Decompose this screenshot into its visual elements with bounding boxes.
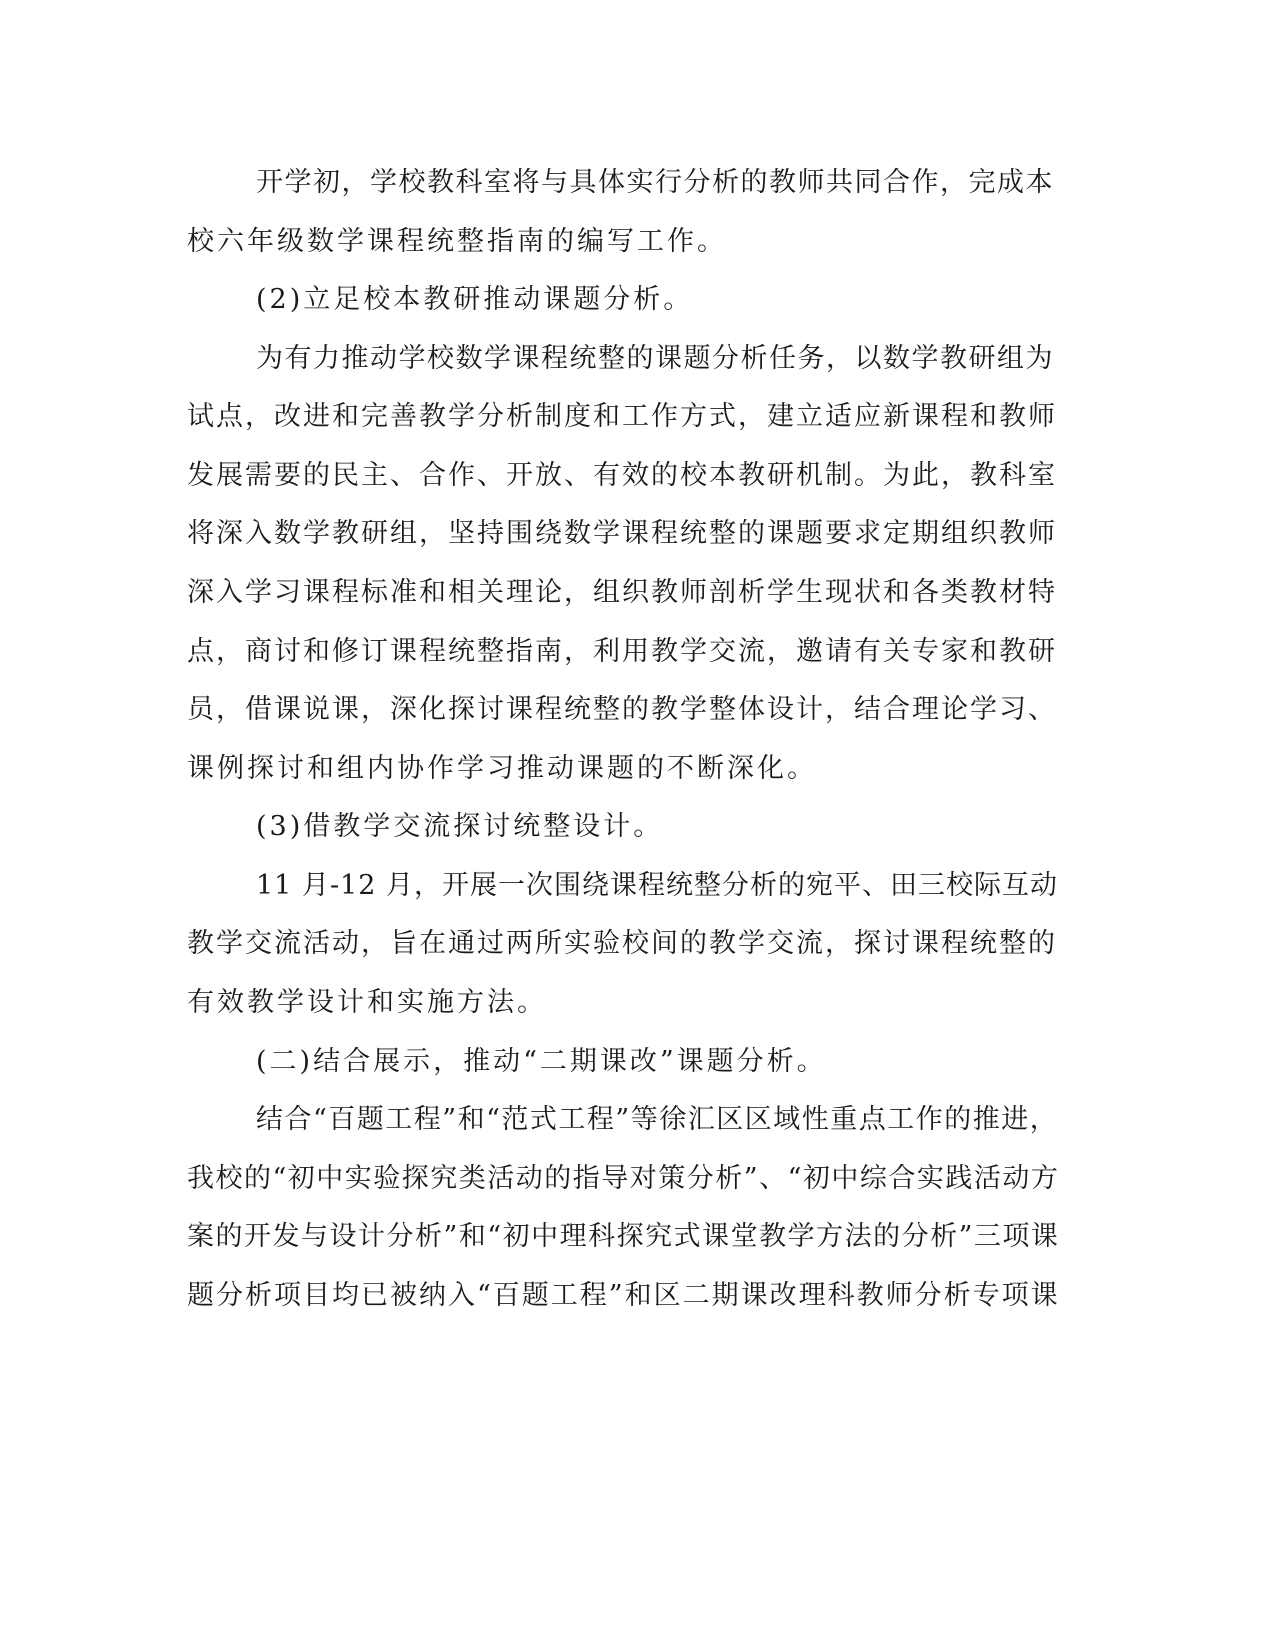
subheading: (二)结合展示，推动“二期课改”课题分析。 — [256, 1046, 827, 1077]
text-line: 课例探讨和组内协作学习推动课题的不断深化。 — [187, 753, 817, 784]
text-line: 案的开发与设计分析”和“初中理科探究式课堂教学方法的分析”三项课 — [187, 1221, 1060, 1252]
subheading: (3)借教学交流探讨统整设计。 — [256, 811, 664, 842]
text-line: 校六年级数学课程统整指南的编写工作。 — [187, 226, 727, 257]
text-line: 试点，改进和完善教学分析制度和工作方式，建立适应新课程和教师 — [187, 401, 1057, 432]
text-line: 深入学习课程标准和相关理论，组织教师剖析学生现状和各类教材特 — [187, 577, 1057, 608]
text-line: 员，借课说课，深化探讨课程统整的教学整体设计，结合理论学习、 — [187, 694, 1057, 725]
text-line: 为有力推动学校数学课程统整的课题分析任务，以数学教研组为 — [256, 343, 1054, 374]
text-line: 开学初，学校教科室将与具体实行分析的教师共同合作，完成本 — [256, 167, 1054, 198]
text-line: 将深入数学教研组，坚持围绕数学课程统整的课题要求定期组织教师 — [187, 518, 1057, 549]
text-line: 结合“百题工程”和“范式工程”等徐汇区区域性重点工作的推进， — [256, 1104, 1059, 1135]
text-line: 发展需要的民主、合作、开放、有效的校本教研机制。为此，教科室 — [187, 460, 1057, 491]
text-line: 题分析项目均已被纳入“百题工程”和区二期课改理科教师分析专项课 — [187, 1280, 1060, 1311]
subheading: (2)立足校本教研推动课题分析。 — [256, 284, 694, 315]
text-line: 点，商讨和修订课程统整指南，利用教学交流，邀请有关专家和教研 — [187, 636, 1057, 667]
text-line: 教学交流活动，旨在通过两所实验校间的教学交流，探讨课程统整的 — [187, 928, 1057, 959]
text-line: 有效教学设计和实施方法。 — [187, 987, 547, 1018]
text-line: 11 月-12 月，开展一次围绕课程统整分析的宛平、田三校际互动 — [256, 870, 1058, 901]
text-line: 我校的“初中实验探究类活动的指导对策分析”、“初中综合实践活动方 — [187, 1163, 1060, 1194]
